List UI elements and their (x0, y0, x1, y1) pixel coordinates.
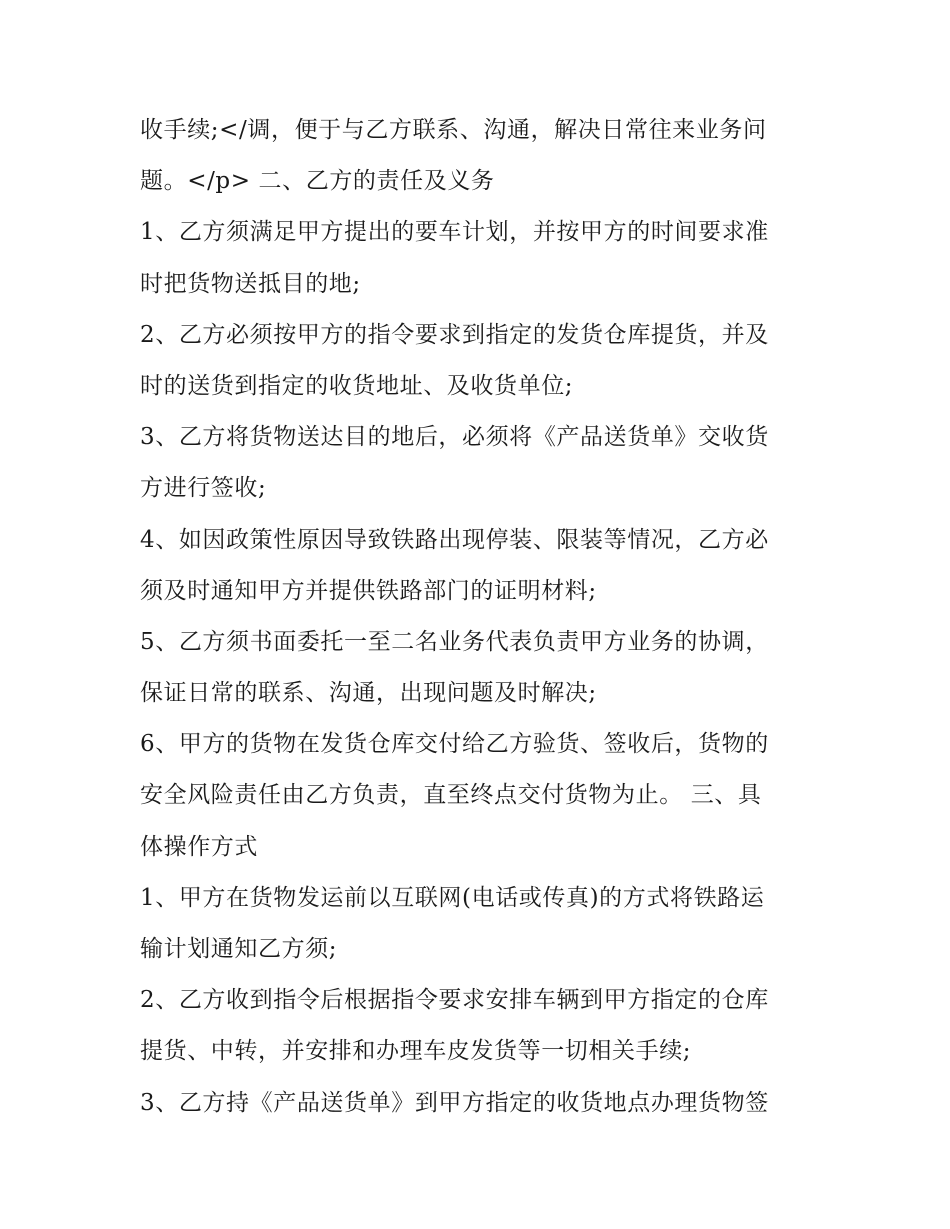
text-line: 5、乙方须书面委托一至二名业务代表负责甲方业务的协调， (140, 628, 769, 655)
text-line: 2、乙方必须按甲方的指令要求到指定的发货仓库提货，并及 (140, 321, 769, 348)
text-line: 提货、中转，并安排和办理车皮发货等一切相关手续; (140, 1038, 692, 1065)
text-line: 时的送货到指定的收货地址、及收货单位; (140, 372, 574, 399)
text-line: 安全风险责任由乙方负责，直至终点交付货物为止。 三、具 (140, 782, 762, 809)
text-line: 3、乙方持《产品送货单》到甲方指定的收货地点办理货物签 (140, 1089, 769, 1116)
text-line: 1、乙方须满足甲方提出的要车计划，并按甲方的时间要求准 (140, 219, 769, 246)
text-line: 1、甲方在货物发运前以互联网(电话或传真)的方式将铁路运 (140, 884, 765, 911)
text-line: 3、乙方将货物送达目的地后，必须将《产品送货单》交收货 (140, 424, 769, 451)
text-line: 题。</p> 二、乙方的责任及义务 (140, 168, 495, 195)
text-line: 保证日常的联系、沟通，出现问题及时解决; (140, 680, 597, 707)
text-line: 输计划通知乙方须; (140, 936, 338, 962)
text-line: 2、乙方收到指令后根据指令要求安排车辆到甲方指定的仓库 (140, 987, 769, 1014)
text-line: 体操作方式 (140, 833, 258, 860)
text-line: 方进行签收; (140, 475, 267, 502)
document-body (140, 105, 820, 1129)
text-line: 6、甲方的货物在发货仓库交付给乙方验货、签收后，货物的 (140, 731, 769, 758)
text-line: 4、如因政策性原因导致铁路出现停装、限装等情况，乙方必 (140, 526, 769, 553)
text-line: 须及时通知甲方并提供铁路部门的证明材料; (140, 577, 597, 604)
text-line: 收手续;</调，便于与乙方联系、沟通，解决日常往来业务问 (140, 117, 767, 143)
text-line: 时把货物送抵目的地; (140, 270, 361, 297)
